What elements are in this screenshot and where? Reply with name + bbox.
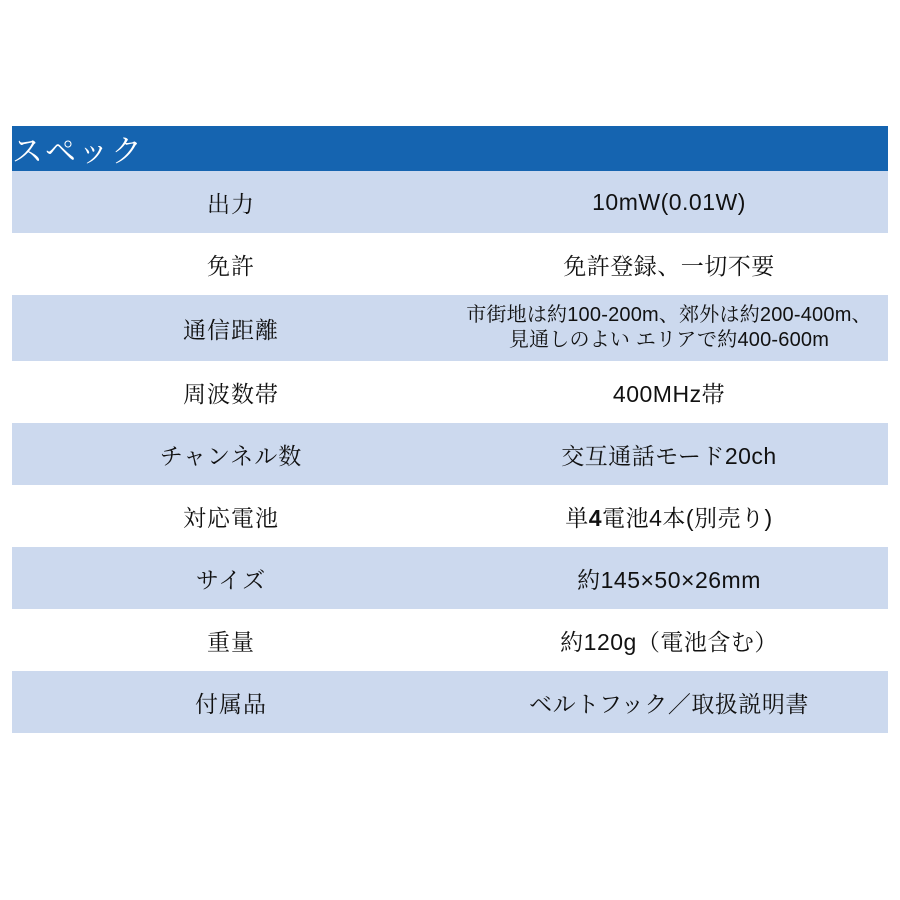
table-row bbox=[12, 295, 888, 361]
table-row bbox=[12, 423, 888, 485]
table-row bbox=[12, 609, 888, 671]
row-value-channels: 交互通話モード20ch bbox=[450, 423, 888, 485]
row-value-battery bbox=[450, 485, 888, 547]
row-value-output: 10mW(0.01W) bbox=[450, 171, 888, 233]
row-value-range-line1: 市街地は約100-200m、郊外は約200-400m、 bbox=[466, 304, 872, 326]
table-row bbox=[12, 171, 888, 233]
row-value-battery-post: 電池4本(別売り) bbox=[602, 504, 773, 531]
row-value-frequency: 400MHz帯 bbox=[450, 361, 888, 423]
row-value-size: 約145×50×26mm bbox=[450, 547, 888, 609]
row-value-accessories: ベルトフック／取扱説明書 bbox=[450, 671, 888, 733]
row-label-battery: 対応電池 bbox=[12, 485, 450, 547]
row-label-frequency: 周波数帯 bbox=[12, 361, 450, 423]
spec-table-header-row bbox=[12, 126, 888, 171]
spec-table-title: スペック bbox=[12, 126, 888, 171]
row-value-battery-pre: 単 bbox=[565, 504, 589, 531]
row-label-size: サイズ bbox=[12, 547, 450, 609]
row-value-weight: 約120g（電池含む） bbox=[450, 609, 888, 671]
table-row bbox=[12, 361, 888, 423]
spec-table bbox=[12, 126, 888, 733]
row-value-range bbox=[450, 295, 888, 361]
row-value-range-line2: 見通しのよい エリアで約400-600m bbox=[508, 329, 830, 351]
table-row bbox=[12, 671, 888, 733]
row-label-weight: 重量 bbox=[12, 609, 450, 671]
row-label-output: 出力 bbox=[12, 171, 450, 233]
row-label-range: 通信距離 bbox=[12, 295, 450, 361]
table-row bbox=[12, 233, 888, 295]
table-row bbox=[12, 485, 888, 547]
table-row bbox=[12, 547, 888, 609]
row-label-accessories: 付属品 bbox=[12, 671, 450, 733]
row-label-channels: チャンネル数 bbox=[12, 423, 450, 485]
row-label-license: 免許 bbox=[12, 233, 450, 295]
row-value-license: 免許登録、一切不要 bbox=[450, 233, 888, 295]
row-value-battery-num: 4 bbox=[588, 504, 603, 531]
